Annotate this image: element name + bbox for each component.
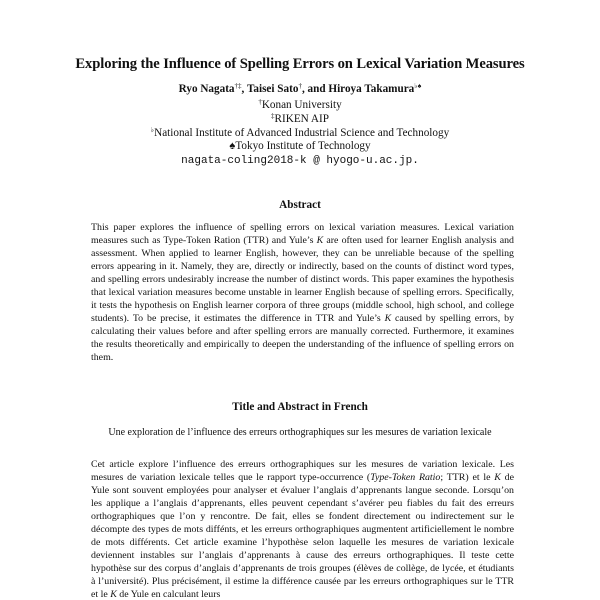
- author-separator: ,: [241, 83, 247, 95]
- author-name: Taisei Sato: [246, 83, 299, 95]
- abstract-heading: Abstract: [279, 199, 321, 211]
- math-symbol-k: K: [316, 235, 324, 247]
- affiliation: [40, 140, 560, 152]
- affiliation-mark: ♠: [229, 140, 236, 152]
- author-separator: , and: [301, 83, 329, 95]
- author-marks: †: [298, 82, 302, 90]
- affiliation-mark: †: [258, 98, 262, 106]
- math-symbol-k: K: [110, 589, 117, 600]
- affiliation-mark: ♭: [150, 126, 155, 134]
- paper-title: Exploring the Influence of Spelling Errors on Lexical Variation Measures: [75, 56, 525, 72]
- french-section-heading: Title and Abstract in French: [232, 401, 368, 413]
- affiliation-mark: ‡: [271, 112, 275, 120]
- french-abstract-text: ; TTR) et le: [440, 472, 495, 484]
- french-abstract-body: [91, 458, 514, 600]
- french-abstract-text: Cet article explore l’influence des erreurs orthographiques sur les mesures de variation lexicale. Les mesures de variation lexicale telles que le rapport type-occurrence (: [91, 459, 514, 484]
- abstract-text: This paper explores the influence of spelling errors on lexical variation measures. Lexical variation measures such as Type-Token Ration (TTR) and Yule’s: [91, 222, 514, 247]
- author-name: Ryo Nagata: [178, 83, 235, 95]
- math-symbol-k: K: [384, 313, 392, 325]
- affiliation-name: Konan University: [261, 99, 342, 111]
- abstract-text: caused by spelling errors, by calculating their values before and after spelling errors are manually corrected. Furthermore, it examines the results theoretically and empirically to deepen the understanding of the influence of spelling errors on them.: [91, 313, 515, 364]
- french-abstract-text: de Yule en calculant leurs: [116, 589, 221, 600]
- french-title: Une exploration de l’influence des erreurs orthographiques sur les mesures de variation lexicale: [108, 427, 492, 438]
- affiliation: [40, 112, 560, 125]
- abstract-text: are often used for learner English analysis and assessment. When applied to learner English, however, they can be unreliable because of the spelling errors appearing in it. Namely, they are, directly or indirectly, based on the counts of distinct word types, and spelling errors undesirably increase the number of distinct words. This paper examines the hypothesis that lexical variation measures become unstable in learner English because of spelling errors. Specifically, it tests the hypothesis on English learner corpora of three groups (middle school, high school, and college students). To be precise, it estimates the difference in TTR and Yule’s: [91, 235, 514, 325]
- affiliation-name: Tokyo Institute of Technology: [235, 140, 371, 152]
- contact-email[interactable]: nagata-coling2018-k @ hyogo-u.ac.jp.: [181, 155, 419, 167]
- french-ttr-term: Type-Token Ratio: [370, 472, 441, 484]
- french-abstract-text: de Yule sont souvent employées pour analyser et évaluer l’anglais d’apprenants langue seconde. Lorsqu’on les applique a l’anglais d’apprenants, elles peuvent cependant s’avérer peu fiables du fait des erreurs orthographiques que l’on y rencontre. De fait, elles se fondent directement ou indirectement sur le décompte des types de mots diffénts, et les erreurs orthographiques augmentent artificiellement le nombre de mots différents. Cet article examine l’hypothèse selon laquelle les mesures de variation lexicale deviennent instables sur l’anglais d’apprenants à cause des erreurs orthographiques. Il teste cette hypothèse sur des corpus d’anglais d’apprenants de trois groupes (élèves de collège, de lycée, et étudiants à l’université). Plus précisément, il estime la différence causée par les erreurs orthographiques sur le TTR et le: [91, 472, 514, 600]
- affiliation: [40, 98, 560, 111]
- author-list: [40, 82, 560, 95]
- author-marks: ♭♠: [414, 82, 422, 90]
- math-symbol-k: K: [494, 472, 501, 484]
- affiliation: [40, 126, 560, 139]
- author-name: Hiroya Takamura: [328, 83, 415, 95]
- affiliation-name: RIKEN AIP: [274, 113, 329, 125]
- abstract-body: [91, 221, 514, 365]
- author-marks: †‡: [234, 82, 242, 90]
- affiliation-name: National Institute of Advanced Industrial Science and Technology: [154, 127, 450, 139]
